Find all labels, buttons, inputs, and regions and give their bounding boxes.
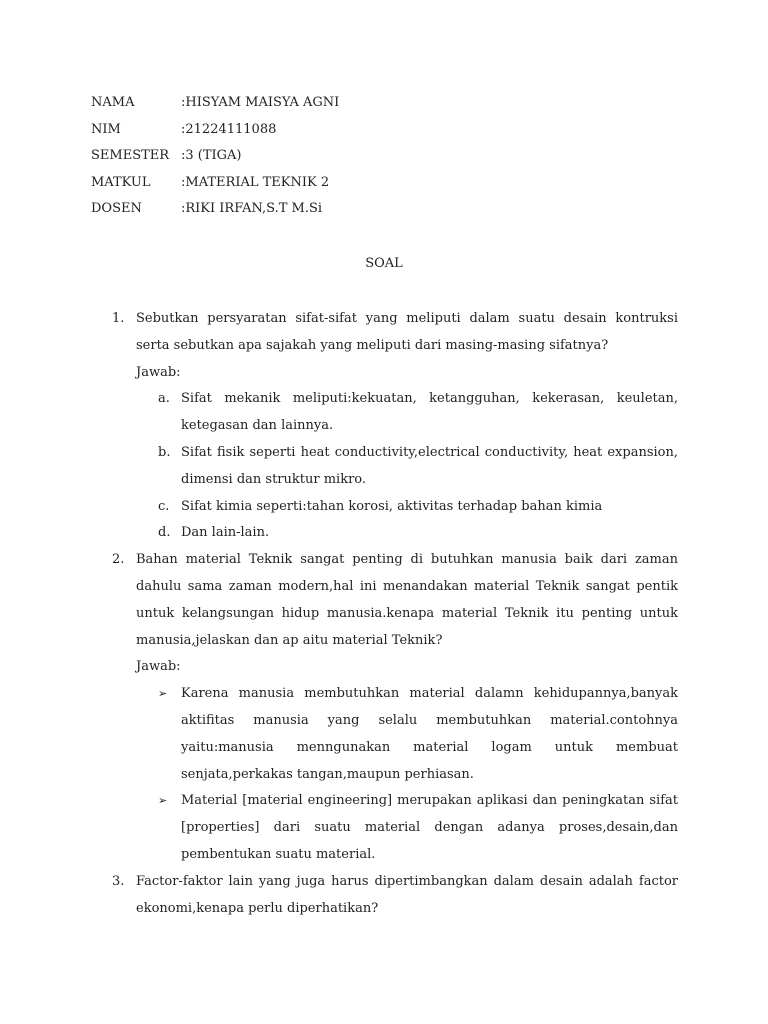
info-row-dosen xyxy=(91,199,339,226)
info-label: SEMESTER xyxy=(91,148,170,163)
answer-text: Sifat fisik seperti heat conductivity,electrical conductivity, heat expansion, dimensi dan struktur mikro. xyxy=(181,444,678,487)
arrow-bullet-icon: ➢ xyxy=(158,687,168,701)
info-value: :HISYAM MAISYA AGNI xyxy=(181,95,340,110)
question-number: 2. xyxy=(112,552,125,568)
answer-label: Jawab: xyxy=(136,659,181,675)
question-text: Factor-faktor lain yang juga harus dipertimbangkan dalam desain adalah factor ekonomi,kenapa perlu diperhatikan? xyxy=(136,873,678,916)
question-item xyxy=(112,306,678,360)
question-item xyxy=(112,869,678,923)
info-row-nim xyxy=(91,120,339,147)
question-list xyxy=(112,306,678,922)
info-label: NIM xyxy=(91,121,121,137)
info-label: DOSEN xyxy=(91,201,142,216)
info-label: NAMA xyxy=(91,95,135,110)
answer-marker: b. xyxy=(158,444,171,460)
info-label: MATKUL xyxy=(91,174,151,190)
answer-marker: d. xyxy=(158,525,171,541)
answer-text: Dan lain-lain. xyxy=(181,525,270,541)
answer-text: Sifat kimia seperti:tahan korosi, aktivitas terhadap bahan kimia xyxy=(181,498,603,514)
info-value: :21224111088 xyxy=(181,121,277,137)
answer-item xyxy=(112,681,678,788)
answer-text: Sifat mekanik meliputi:kekuatan, ketangguhan, kekerasan, keuletan, ketegasan dan lainnya. xyxy=(181,391,678,434)
info-value: :RIKI IRFAN,S.T M.Si xyxy=(181,201,323,216)
answer-text: Karena manusia membutuhkan material dalamn kehidupannya,banyak aktifitas manusia yang selalu membutuhkan material.contohnya yaitu:manusia menngunakan material logam untuk membuat senjata,perkakas tangan,maupun perhiasan. xyxy=(181,686,678,782)
info-row-semester xyxy=(91,146,339,173)
info-value: :MATERIAL TEKNIK 2 xyxy=(181,174,330,190)
arrow-bullet-icon: ➢ xyxy=(158,794,168,808)
answer-marker: a. xyxy=(158,391,170,407)
answer-item xyxy=(112,440,678,494)
info-row-nama xyxy=(91,93,339,120)
answer-label: Jawab: xyxy=(136,364,181,380)
page-title: SOAL xyxy=(365,256,403,271)
question-number: 3. xyxy=(112,873,125,889)
info-value: :3 (TIGA) xyxy=(181,148,242,163)
answer-item xyxy=(112,494,678,521)
question-text: Sebutkan persyaratan sifat-sifat yang meliputi dalam suatu desain kontruksi serta sebutkan apa sajakah yang meliputi dari masing-masing sifatnya? xyxy=(136,311,678,353)
answer-item xyxy=(112,520,678,547)
question-item xyxy=(112,547,678,654)
answer-marker: c. xyxy=(158,498,170,514)
student-info xyxy=(91,93,339,226)
answer-item xyxy=(112,386,678,440)
answer-text: Material [material engineering] merupakan aplikasi dan peningkatan sifat [properties] dari suatu material dengan adanya proses,desain,dan pembentukan suatu material. xyxy=(181,793,678,862)
question-text: Bahan material Teknik sangat penting di butuhkan manusia baik dari zaman dahulu sama zaman modern,hal ini menandakan material Teknik sangat pentik untuk kelangsungan hidup manusia.kenapa material Teknik itu penting untuk manusia,jelaskan dan ap aitu material Teknik? xyxy=(136,552,678,648)
info-row-matkul xyxy=(91,173,339,200)
question-number: 1. xyxy=(112,311,125,326)
answer-item xyxy=(112,788,678,868)
